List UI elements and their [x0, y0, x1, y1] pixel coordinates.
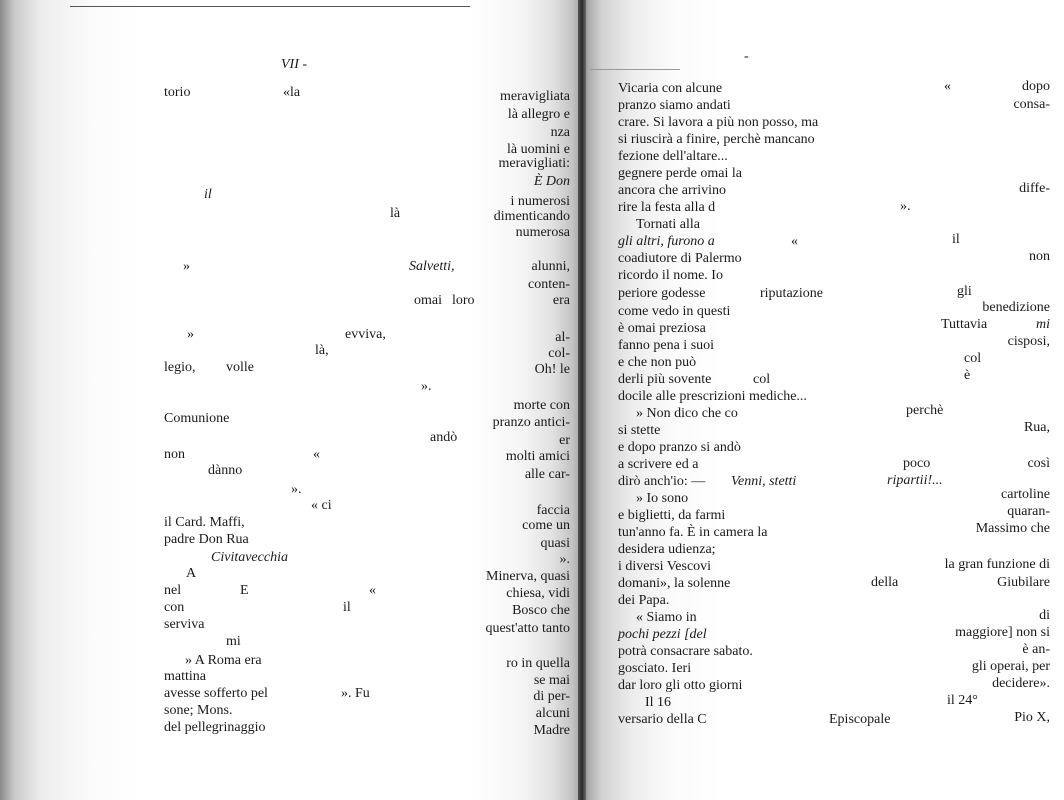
- text-line: er: [559, 433, 570, 448]
- text-line: avesse sofferto pel: [164, 686, 268, 701]
- text-line: Tuttavia: [941, 317, 988, 332]
- text-line: dimenticando: [493, 209, 570, 224]
- text-line: «: [944, 79, 951, 94]
- text-line: Giubilare: [997, 575, 1050, 590]
- text-line: Il 16: [645, 695, 672, 710]
- text-line: Venni, stetti: [731, 474, 797, 489]
- text-line: dar loro gli otto giorni: [618, 678, 743, 693]
- text-line: tun'anno fa. È in camera la: [618, 525, 768, 540]
- text-line: » A Roma era: [185, 653, 262, 668]
- text-line: della: [871, 575, 899, 590]
- text-line: Vicaria con alcune: [618, 81, 723, 96]
- text-line: gli: [957, 284, 972, 299]
- text-line: col: [753, 372, 771, 387]
- text-line: decidere».: [992, 676, 1050, 691]
- text-line: mi: [1036, 317, 1050, 332]
- text-line: la gran funzione di: [944, 557, 1050, 572]
- text-line: di per-: [533, 689, 570, 704]
- text-line: pranzo siamo andati: [618, 98, 731, 113]
- text-line: coadiutore di Palermo: [618, 251, 742, 266]
- text-line: gli altri, furono a: [618, 234, 715, 249]
- text-line: benedizione: [982, 300, 1050, 315]
- text-line: Madre: [533, 723, 570, 738]
- text-line: desidera udienza;: [618, 542, 716, 557]
- text-line: là,: [315, 343, 329, 358]
- text-line: dànno: [208, 463, 243, 478]
- text-line: ». Fu: [341, 686, 370, 701]
- text-line: » Io sono: [636, 491, 689, 506]
- text-line: «la: [283, 85, 301, 100]
- text-line: ripartii!...: [887, 473, 943, 488]
- text-line: è omai preziosa: [618, 321, 706, 336]
- text-line: sone; Mons.: [164, 703, 233, 718]
- text-line: non: [164, 447, 185, 462]
- text-line: a scrivere ed a: [618, 457, 699, 472]
- text-line: Massimo che: [975, 521, 1050, 536]
- text-line: A: [186, 566, 197, 581]
- text-line: fezione dell'altare...: [618, 149, 728, 164]
- text-line: derli più sovente: [618, 372, 712, 387]
- text-line: con: [164, 600, 185, 615]
- text-line: mattina: [164, 669, 206, 684]
- text-line: omai: [414, 293, 442, 308]
- text-line: e biglietti, da farmi: [618, 508, 726, 523]
- text-line: si riuscirà a finire, perchè mancano: [618, 132, 815, 147]
- text-line: Civitavecchia: [211, 550, 288, 565]
- text-line: cartoline: [1001, 487, 1050, 502]
- text-line: numerosa: [515, 225, 570, 240]
- text-line: cisposi,: [1007, 334, 1050, 349]
- text-line: Episcopale: [829, 712, 891, 727]
- page-header: VII -: [281, 57, 308, 72]
- text-line: Bosco che: [512, 603, 570, 618]
- text-line: là: [390, 206, 401, 221]
- text-line: crare. Si lavora a più non posso, ma: [618, 115, 819, 130]
- crop-mark-right: [590, 69, 680, 70]
- text-line: molti amici: [505, 449, 570, 464]
- text-line: è an-: [1022, 642, 1050, 657]
- text-line: i numerosi: [510, 194, 570, 209]
- text-line: gli operai, per: [971, 659, 1050, 674]
- text-line: il 24°: [947, 693, 978, 708]
- text-line: faccia: [536, 503, 570, 518]
- text-line: Oh! le: [534, 362, 570, 377]
- text-line: il Card. Maffi,: [164, 515, 245, 530]
- text-line: alcuni: [535, 706, 570, 721]
- text-line: fanno pena i suoi: [618, 338, 715, 353]
- text-line: ».: [559, 552, 570, 567]
- text-line: torio: [164, 85, 191, 100]
- text-line: come vedo in questi: [618, 304, 731, 319]
- text-line: è: [964, 368, 971, 383]
- text-line: consa-: [1013, 97, 1050, 112]
- text-line: Salvetti,: [409, 259, 455, 274]
- text-line: meravigliata: [500, 89, 570, 104]
- text-line: ».: [421, 379, 432, 394]
- text-line: conten-: [528, 277, 570, 292]
- text-line: pochi pezzi [del: [618, 627, 707, 642]
- text-line: del pellegrinaggio: [164, 720, 266, 735]
- text-line: alle car-: [524, 467, 570, 482]
- text-line: chiesa, vidi: [506, 586, 570, 601]
- text-line: Pio X,: [1014, 710, 1050, 725]
- text-line: di: [1039, 608, 1050, 623]
- text-line: gosciato. Ieri: [618, 661, 692, 676]
- text-line: loro: [452, 293, 475, 308]
- text-line: ».: [291, 482, 302, 497]
- text-line: evviva,: [345, 327, 386, 342]
- text-line: legio,: [164, 360, 196, 375]
- text-line: docile alle prescrizioni mediche...: [618, 389, 807, 404]
- text-line: gegnere perde omai la: [618, 166, 742, 181]
- text-line: «: [791, 234, 798, 249]
- text-line: si stette: [618, 423, 661, 438]
- top-edge-line-left: [70, 6, 470, 7]
- text-line: là allegro e: [507, 107, 570, 122]
- text-line: alunni,: [531, 259, 570, 274]
- text-line: È Don: [533, 174, 570, 189]
- text-line: diffe-: [1019, 181, 1050, 196]
- text-line: era: [552, 293, 570, 308]
- text-line: periore godesse: [618, 286, 706, 301]
- text-line: nza: [550, 125, 570, 140]
- text-line: ».: [900, 199, 911, 214]
- text-line: perchè: [906, 403, 944, 418]
- text-line: morte con: [513, 398, 570, 413]
- text-line: volle: [226, 360, 254, 375]
- text-line: pranzo antici-: [492, 415, 570, 430]
- text-line: maggiore] non si: [955, 625, 1050, 640]
- text-line: andò: [430, 430, 458, 445]
- text-line: serviva: [164, 617, 205, 632]
- page-header: -: [744, 49, 749, 64]
- text-line: così: [1027, 456, 1050, 471]
- text-line: come un: [522, 518, 570, 533]
- text-line: il: [343, 600, 351, 615]
- text-line: nel: [164, 583, 182, 598]
- text-line: ancora che arrivino: [618, 183, 727, 198]
- text-line: Minerva, quasi: [486, 569, 570, 584]
- text-line: poco: [903, 456, 931, 471]
- text-line: i diversi Vescovi: [618, 559, 712, 574]
- text-line: là uomini e: [507, 142, 570, 157]
- text-line: quest'atto tanto: [485, 621, 570, 636]
- text-line: il: [204, 187, 212, 202]
- text-line: potrà consacrare sabato.: [618, 644, 753, 659]
- text-line: » Non dico che co: [636, 406, 738, 421]
- text-line: al-: [555, 330, 570, 345]
- text-line: domani», la solenne: [618, 576, 731, 591]
- text-line: meravigliati:: [498, 156, 570, 171]
- text-line: »: [187, 327, 194, 342]
- text-line: «: [369, 583, 376, 598]
- text-line: dirò anch'io: —: [618, 474, 706, 489]
- book-spine: [578, 0, 586, 800]
- text-line: il: [952, 232, 960, 247]
- text-line: Comunione: [164, 411, 230, 426]
- text-line: Rua,: [1023, 420, 1050, 435]
- text-line: padre Don Rua: [164, 532, 249, 547]
- text-line: non: [1029, 249, 1050, 264]
- text-line: e che non può: [618, 355, 697, 370]
- text-line: se mai: [533, 673, 570, 688]
- text-line: e dopo pranzo si andò: [618, 440, 741, 455]
- text-line: col-: [548, 346, 570, 361]
- text-line: « Siamo in: [636, 610, 697, 625]
- text-line: quasi: [540, 536, 570, 551]
- text-line: « ci: [311, 498, 332, 513]
- text-line: E: [240, 583, 249, 598]
- text-line: Tornati alla: [636, 217, 700, 232]
- text-line: rire la festa alla d: [618, 200, 716, 215]
- text-line: dopo: [1022, 79, 1050, 94]
- text-line: ro in quella: [506, 656, 570, 671]
- text-line: ricordo il nome. Io: [618, 268, 723, 283]
- text-line: quaran-: [1007, 504, 1050, 519]
- text-line: versario della C: [618, 712, 707, 727]
- text-line: riputazione: [760, 286, 823, 301]
- text-line: «: [313, 447, 320, 462]
- text-line: col: [964, 351, 982, 366]
- text-line: dei Papa.: [618, 593, 670, 608]
- text-line: »: [183, 259, 190, 274]
- text-line: mi: [226, 634, 241, 649]
